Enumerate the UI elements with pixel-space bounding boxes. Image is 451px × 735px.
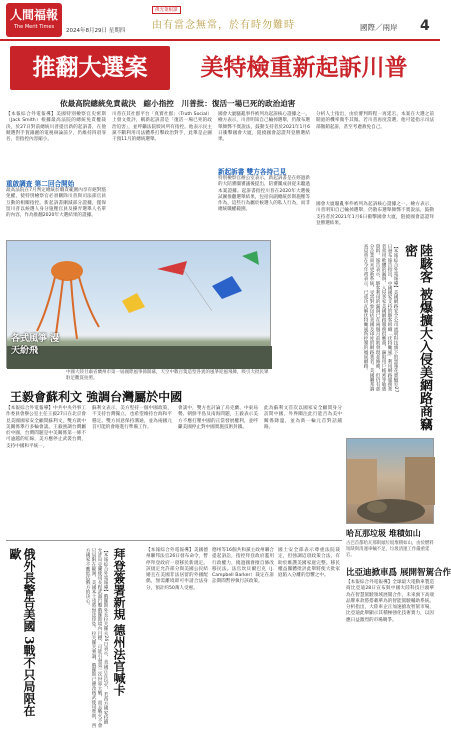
havana-street-illustration bbox=[347, 439, 435, 525]
kite-photo bbox=[6, 240, 271, 368]
headline-left: 推翻大選案 bbox=[10, 46, 170, 90]
russia-headline: 俄外長警告美國 3戰不只局限在歐 bbox=[8, 548, 36, 717]
lead-col3-body: 國會大廈騷亂事件被列為起訴核心證據之一。檢方表示，川普明知自己輸掉選舉，仍散布選舉舞弊不實說法，鼓動支持者於2021年1月6日衝擊國會大廈，阻撓國會認證拜登勝選結果。 bbox=[218, 112, 310, 143]
immigration-body1: 【本報綜合外電報導】美國德州聯邦法官26日發布命令，暫停拜登政府一項移民新規定。該規定允許部分與美國公民結婚且在美國非法居留的外國配偶，無需離境即可申請合法身分，預計約50萬人受惠。 bbox=[146, 548, 208, 591]
byd-body: 【本報綜合外電報導】全球最大電動車製造商比亞迪28日宣布與中國大陸科技巨頭華為在智慧駕駛領域展開合作，未來旗下高端品牌車款將搭載華為的智能駕駛輔助系統。分析指出，大陸車企正加速搶攻智駕市場，比亞迪此舉顯示其積極強化技術實力，以因應日益激烈的市場競爭。 bbox=[346, 580, 434, 623]
kite-blue bbox=[212, 276, 242, 299]
issue-date: 2024年8月29日 星期四 bbox=[66, 28, 126, 34]
taiwan-body2: 蘇利文表示，美方堅持一個中國政策，不支持台灣獨立，也希望維持台海和平穩定。雙方同意保持溝通，並為兩國元首可能的會晤進行準備工作。 bbox=[92, 406, 172, 430]
page-number: 4 bbox=[420, 18, 430, 34]
lead-col1-body: 最高法院在7月判定總統於職責範圍內享有絕對豁免權，使特別檢察官必須刪除川普與司法部官員互動的相關指控。新起訴書刪減部分證據，僅保留川普以候選人身分施壓官員及操弄選舉人名單的內容，作為推翻2020年大選結果的證據。 bbox=[6, 188, 106, 219]
section-label: 國際／兩岸 bbox=[360, 23, 398, 32]
havana-photo bbox=[346, 438, 434, 524]
kite-octopus bbox=[37, 261, 99, 341]
taiwan-headline: 王毅會蘇利文 強調台灣屬於中國 bbox=[10, 390, 183, 404]
logo-text: 人間福報 bbox=[9, 8, 58, 22]
headline-right: 美特檢重新起訴川普 bbox=[200, 55, 408, 81]
lead-col3-subhead: 新起訴書 雙方各持己見 bbox=[218, 168, 287, 176]
hacker-body: 【本報綜合外電報導】美國網路安全公司流明科技旗下的黑蓮花實驗室27日發布報告指出，中國國家支持的駭客組織「伏特颱風」利用網路服務業者常用軟體的漏洞，入侵多家美國網路服務供應商，竊取用戶帳密等敏感資料。報告表示，駭客利用的漏洞已在兩個月前被發現並修補，但仍有部分企業尚未更新系統，受害對象包括美國及印度的網路業者。美國聯邦調查局曾在今年初表示，已成功瓦解伏特颱風所控制的殭屍網路。 bbox=[363, 244, 398, 393]
taiwan-body4: 此為蘇利文首次以國家安全顧問身分訪問中國，外界關注此行能否為美中關係降溫，並為新一輪元首對話鋪路。 bbox=[264, 406, 342, 430]
kite-fish bbox=[157, 261, 212, 311]
kite-photo-caption: 中國大陸甘肅省蘭州市第一屆國際風箏節開幕，天空中數百隻造型各異的風箏迎風飛舞，吸引大批民眾駐足觀賞拍照。 bbox=[66, 370, 269, 381]
kite-green bbox=[242, 251, 259, 265]
taiwan-body1: 【本報綜合外電報導】中共中央外事工作委員會辦公室主任王毅27日在北京會見美國國家安全顧問蘇利文，雙方就中美關係舉行多輪會談。王毅強調台灣屬於中國，台灣問題是中美關係第一條不可逾越的紅線，美方應停止武裝台灣，支持中國和平統一。 bbox=[6, 406, 86, 449]
logo bbox=[6, 3, 62, 37]
kite-yellow bbox=[122, 293, 145, 313]
lead-col3-body2: 特別檢察官辦公室表示，新起訴書是在經過新的大陪審團審議後提出，陪審團成員從未聽過本案證據。起訴書指控川普在2020年大選後試圖推翻選舉結果，包括向副總統彭斯施壓等作為，這些行為屬於候選人的私人行為，而非總統職權範圍。 bbox=[218, 176, 310, 213]
immigration-headline: 拜登簽署新規 德州法官喊卡 bbox=[112, 548, 126, 697]
havana-caption-text: 古巴首都哈瓦那街頭垃圾堆積如山，由於燃料短缺與清運車輛不足，垃圾清運工作嚴重延宕。 bbox=[346, 541, 434, 558]
logo-english: The Merit Times bbox=[13, 24, 55, 30]
byd-headline: 比亞迪掀車爲 展開智駕合作 bbox=[346, 568, 451, 578]
lead-col4-body: 分析人士指出，由於審判時程一再延宕，本案在大選之前開庭的機率微乎其微。若川普再度當選，他可能指示司法部撤銷起訴，甚至考慮赦免自己。 bbox=[316, 112, 434, 130]
taiwan-body3: 會談中，雙方也討論了烏克蘭、中東局勢、朝鮮半島及南海問題，王毅表示美方不應打壓中國的正當發展權利，並呼籲美國停止對中國實施技術封鎖。 bbox=[178, 406, 258, 430]
subhead: 依最高院總統免責裁決 縮小指控 川普批：復活一場已死的政治迫害 bbox=[60, 99, 296, 108]
slogan-badge: 佛光菜根譚 bbox=[152, 6, 181, 14]
masthead bbox=[0, 0, 440, 40]
immigration-body2: 德州等16個共和黨主政州聯合提起訴訟，指控拜登政府濫用行政權力，繞過國會擅自修改移民法。法官坎貝爾巴克（J. Campbell Barker）裁定在訴訟期間暫停執行該政策。 bbox=[212, 548, 274, 585]
lead-col1-subhead: 重啟調查 第二回合開始 bbox=[6, 180, 75, 188]
lead-col4-body2: 國會大廈騷亂事件被列為起訴核心證據之一。檢方表示，川普明知自己輸掉選舉，仍散布選舉舞弊不實說法，鼓動支持者於2021年1月6日衝擊國會大廈，阻撓國會認證拜登勝選結果。 bbox=[316, 202, 434, 226]
lead-col1-intro: 【本報綜合外電報導】美國特別檢察官史密斯（Jack Smith）根據最高法院的總統免責權裁決，於27日對前總統川普提出新的起訴書，在他競選對手賀錦麗的電視辯論前夕，仍維持四項罪名，但指控內容縮小。 bbox=[6, 112, 106, 143]
bottom-divider bbox=[6, 540, 342, 541]
russia-body: 【本報綜合外電報導】俄羅斯外長拉夫羅夫26日表示，美國正在玩火，若西方國家持續允許烏克蘭使用長程武器打擊俄羅斯境內目標，可能引發第三次世界大戰，而且戰火不會只局限在歐洲，美國本土也將無法倖免。拉夫羅夫強調，俄羅斯已修改核武使用準則，西方國家不應低估俄方的決心。 bbox=[85, 548, 108, 728]
masthead-rule bbox=[0, 39, 440, 41]
hacker-headline: 陸駭客 被爆擴大入侵美網路商竊密 bbox=[402, 244, 432, 431]
photo-caption-title: 各式風箏 漫天紛飛 bbox=[11, 334, 60, 356]
lead-col2-body: 川普在其社群平台「真實社群」（Truth Social）上發文批評，稱新起訴書是「復活一場已死的政治迫害」，並呼籲法院駁回所有指控。他表示民主黨不斷利用司法體系打擊政治對手，此舉是企圖干預11月的總統選舉。 bbox=[112, 112, 212, 143]
immigration-body3: 國土安全部表示尊重法院裁定，但強調這項政策合法，有助於維護美國家庭完整。移民權益團體批評此舉將使大批家庭陷入分離的恐懼之中。 bbox=[278, 548, 340, 579]
havana-caption-title: 哈瓦那垃圾 堆積如山 bbox=[346, 529, 421, 538]
slogan: 由有當念無常，於有時勿難時 bbox=[152, 20, 295, 31]
